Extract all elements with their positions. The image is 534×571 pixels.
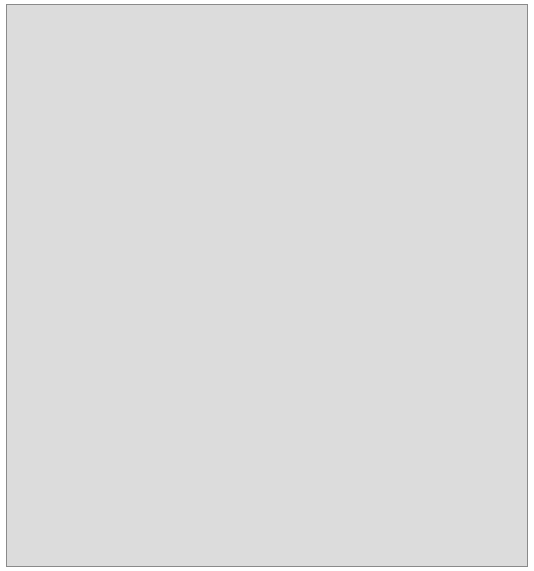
layer-description-5 [106,323,316,332]
header-layer-depth [86,8,100,58]
header-depth [8,8,22,58]
header-casing-depth [28,8,42,58]
header-sample-number [69,8,79,58]
header-graphic-convention [47,8,63,58]
layer-description-4 [106,195,316,204]
